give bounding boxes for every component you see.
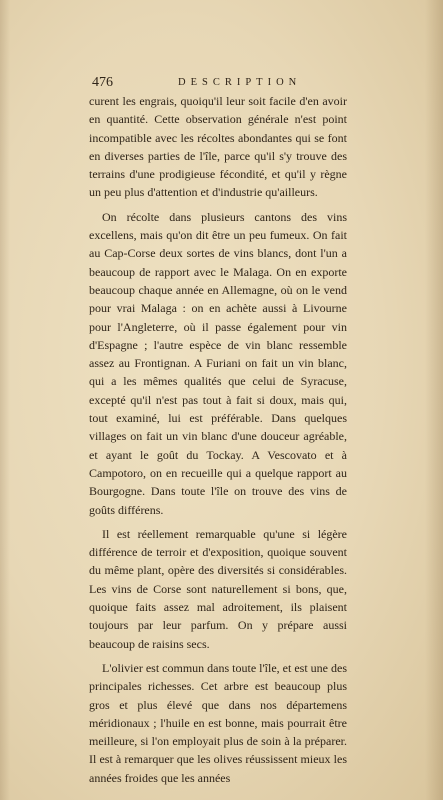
- page-number: 476: [92, 75, 113, 90]
- paragraph-continued: curent les engrais, quoiqu'il leur soit facile d'en avoir en quantité. Cette observation générale n'est point incompatible avec les récoltes abondantes qui se font en diverses parties de l'île, parce qu'il s'y trouve des terrains d'une prodigieuse fécondité, et qu'il y règne un peu plus d'attention et d'industrie qu'ailleurs.: [89, 94, 347, 200]
- running-head: DESCRIPTION: [178, 77, 302, 88]
- binding-gutter-shadow: [425, 0, 443, 800]
- body-text: [89, 92, 347, 787]
- paragraph-terroir: Il est réellement remarquable qu'une si légère différence de terroir et d'exposition, quoique souvent du même plant, opère des diversités si considérables. Les vins de Corse sont naturellement si bons, que, quoique faits assez mal adroitement, ils plaisent toujours par leur parfum. On y prépare aussi beaucoup de raisins secs.: [89, 526, 347, 651]
- page-edge-shadow: [0, 0, 10, 800]
- page-header: [0, 75, 443, 91]
- paragraph-wines: On récolte dans plusieurs cantons des vins excellens, mais qu'on dit être un peu fumeux. On fait au Cap-Corse deux sortes de vins blancs, dont l'un a beaucoup de rapport avec le Malaga. On en exporte beaucoup chaque année en Allemagne, où on le vend pour vrai Malaga : on en achète aussi à Livourne pour l'Angleterre, où il passe également pour vin d'Espagne ; l'autre espèce de vin blanc ressemble assez au Frontignan. A Furiani on fait un vin blanc, qui a les mêmes qualités que celui de Syracuse, excepté qu'il n'est pas tout à fait si doux, mais qui, tout examiné, lui est préférable. Dans quelques villages on fait un vin blanc d'une douceur agréable, et ayant le goût du Tockay. A Vescovato et à Campotoro, on en recueille qui a quelque rapport au Bourgogne. Dans toute l'île on trouve des vins de goûts différens.: [89, 209, 347, 517]
- paragraph-olives: L'olivier est commun dans toute l'île, et est une des principales richesses. Cet arbre est beaucoup plus gros et plus élevé que dans nos départemens méridionaux ; l'huile en est bonne, mais pourrait être meilleure, si l'on employait plus de soin à la préparer. Il est à remarquer que les olives réussissent mieux les années froides que les années: [89, 660, 347, 785]
